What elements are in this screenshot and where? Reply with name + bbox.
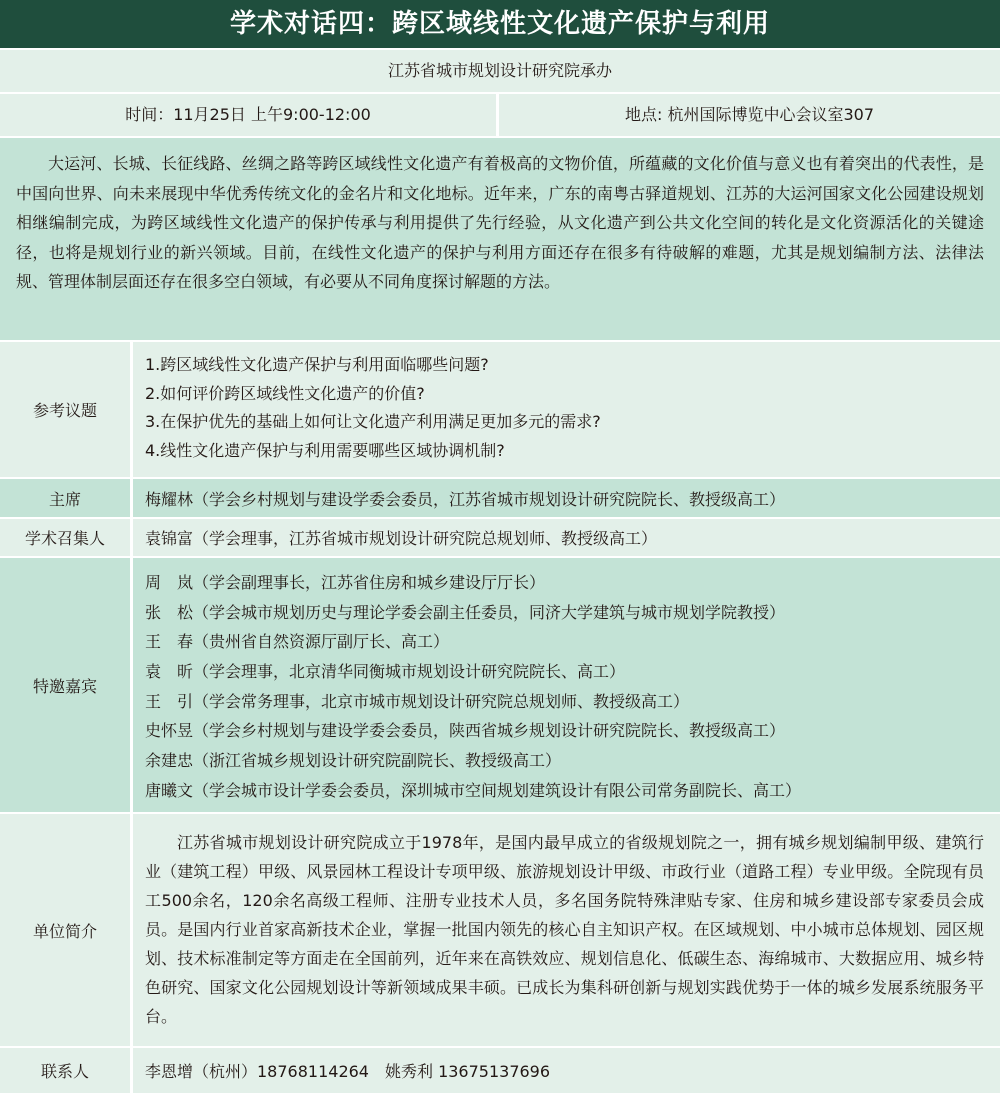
contact-text: 李恩增（杭州）18768114264 姚秀利 13675137696 bbox=[133, 1048, 1000, 1093]
topics-list bbox=[133, 342, 1000, 477]
organizer-line: 江苏省城市规划设计研究院承办 bbox=[0, 50, 1000, 92]
convener-label: 学术召集人 bbox=[0, 519, 130, 556]
contact-row bbox=[0, 1048, 1000, 1093]
topic-item: 1.跨区域线性文化遗产保护与利用面临哪些问题? bbox=[145, 355, 489, 374]
guests-row bbox=[0, 558, 1000, 812]
intro-paragraph: 大运河、长城、长征线路、丝绸之路等跨区域线性文化遗产有着极高的文物价值，所蕴藏的文化价值与意义也有着突出的代表性，是中国向世界、向未来展现中华优秀传统文化的金名片和文化地标。近年来，广东的南粤古驿道规划、江苏的大运河国家文化公园建设规划相继编制完成，为跨区域线性文化遗产的保护传承与利用提供了先行经验，从文化遗产到公共文化空间的转化是文化资源活化的关键途径，也将是规划行业的新兴领域。目前，在线性文化遗产的保护与利用方面还存在很多有待破解的难题，尤其是规划编制方法、法律法规、管理体制层面还存在很多空白领域，有必要从不同角度探讨解题的方法。 bbox=[0, 138, 1000, 340]
guest-item: 余建忠（浙江省城乡规划设计研究院副院长、教授级高工） bbox=[145, 751, 562, 771]
topics-label: 参考议题 bbox=[0, 342, 130, 477]
guests-list bbox=[133, 558, 1000, 812]
session-location: 地点: 杭州国际博览中心会议室307 bbox=[499, 94, 1000, 136]
convener-text: 袁锦富（学会理事，江苏省城市规划设计研究院总规划师、教授级高工） bbox=[133, 519, 1000, 556]
guest-item: 张 松（学会城市规划历史与理论学委会副主任委员，同济大学建筑与城市规划学院教授） bbox=[145, 602, 786, 622]
guest-item: 史怀昱（学会乡村规划与建设学委会委员，陕西省城乡规划设计研究院院长、教授级高工） bbox=[145, 721, 786, 741]
unit-label: 单位简介 bbox=[0, 814, 130, 1046]
contact-label: 联系人 bbox=[0, 1048, 130, 1093]
guest-item: 袁 昕（学会理事，北京清华同衡城市规划设计研究院院长、高工） bbox=[145, 662, 626, 682]
guest-item: 周 岚（学会副理事长，江苏省住房和城乡建设厅厅长） bbox=[145, 573, 546, 592]
chair-text: 梅耀林（学会乡村规划与建设学委会委员，江苏省城市规划设计研究院院长、教授级高工） bbox=[133, 479, 1000, 517]
guest-item: 王 春（贵州省自然资源厅副厅长、高工） bbox=[145, 632, 450, 652]
topic-item: 4.线性文化遗产保护与利用需要哪些区域协调机制? bbox=[145, 440, 505, 460]
session-time: 时间：11月25日 上午9:00-12:00 bbox=[0, 94, 496, 136]
guest-item: 唐曦文（学会城市设计学委会委员，深圳城市空间规划建筑设计有限公司常务副院长、高工） bbox=[145, 780, 802, 800]
topic-item: 2.如何评价跨区域线性文化遗产的价值? bbox=[145, 383, 425, 403]
topic-item: 3.在保护优先的基础上如何让文化遗产利用满足更加多元的需求? bbox=[145, 412, 601, 431]
page-title: 学术对话四：跨区域线性文化遗产保护与利用 bbox=[0, 0, 1000, 48]
convener-row bbox=[0, 519, 1000, 556]
chair-row bbox=[0, 479, 1000, 517]
topics-row bbox=[0, 342, 1000, 477]
unit-text: 江苏省城市规划设计研究院成立于1978年，是国内最早成立的省级规划院之一，拥有城乡规划编制甲级、建筑行业（建筑工程）甲级、风景园林工程设计专项甲级、旅游规划设计甲级、市政行业（道路工程）专业甲级。全院现有员工500余名，120余名高级工程师、注册专业技术人员，多名国务院特殊津贴专家、住房和城乡建设部专家委员会成员。是国内行业首家高新技术企业，掌握一批国内领先的核心自主知识产权。在区域规划、中小城市总体规划、园区规划、技术标准制定等方面走在全国前列，近年来在高铁效应、规划信息化、低碳生态、海绵城市、大数据应用、城乡特色研究、国家文化公园规划设计等新领域成果丰硕。已成长为集科研创新与规划实践优势于一体的城乡发展系统服务平台。 bbox=[133, 814, 1000, 1046]
time-location-row bbox=[0, 94, 1000, 136]
chair-label: 主席 bbox=[0, 479, 130, 517]
guest-item: 王 引（学会常务理事，北京市城市规划设计研究院总规划师、教授级高工） bbox=[145, 691, 690, 711]
guests-label: 特邀嘉宾 bbox=[0, 558, 130, 812]
unit-intro-row bbox=[0, 814, 1000, 1046]
